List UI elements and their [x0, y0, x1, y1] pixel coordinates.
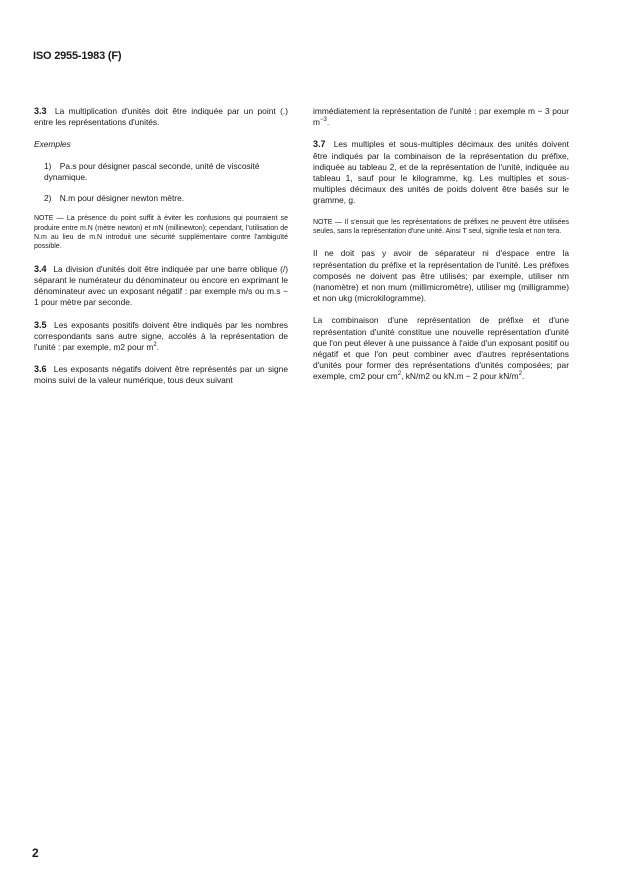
superscript: −3	[319, 117, 327, 124]
paragraph-prefix-combination	[313, 315, 569, 382]
section-text: La division d'unités doit être indiquée par une barre oblique (/) séparant le numérateur du dénominateur ou encore en exprimant le dénominateur avec un exposant négatif : par exemple m/s ou m.s − 1 pour mètre par seconde.	[34, 263, 289, 308]
section-3-6	[34, 364, 288, 386]
document-header: ISO 2955-1983 (F)	[33, 50, 122, 62]
section-text: Les exposants négatifs doivent être représentés par un signe moins suivi de la valeur numérique, tous deux suivant	[34, 364, 289, 386]
example-item	[44, 193, 288, 204]
section-3-5	[34, 320, 288, 354]
example-text: N.m pour désigner newton mètre.	[59, 193, 185, 204]
paragraph-text: , kN/m2 ou kN.m − 2 pour kN/m	[401, 371, 519, 382]
paragraph-text-end: .	[521, 371, 525, 382]
section-3-7	[313, 139, 569, 206]
paragraph-no-separator: Il ne doit pas y avoir de séparateur ni d'espace entre la représentation du préfixe et la représentation de l'unité. Les préfixes composés ne doivent pas être utilisés; par exemple, utiliser nm (nanomètre) et non mum (millimicromètre), utiliser mg (milligramme) et non ukg (microkilogramme).	[313, 248, 569, 304]
right-column	[313, 106, 569, 394]
continued-text: immédiatement la représentation de l'unité : par exemple m − 3 pour m	[313, 106, 569, 128]
left-column	[34, 106, 288, 398]
section-text: La multiplication d'unités doit être indiquée par un point (.) entre les représentations d'unités.	[34, 106, 288, 128]
section-number: 3.3	[34, 106, 47, 116]
example-number: 1)	[44, 160, 52, 171]
section-3-6-continued	[313, 106, 569, 128]
section-text: Les multiples et sous-multiples décimaux des unités doivent être indiqués par la combinaison de la représentation du préfixe, indiquée au tableau 2, et de la représentation de l'unité, indiquée au tableau 1, sauf pour le kilogramme, kg. Les multiples et sous-multiples décimaux des unités de poids doivent être basés sur le gramme, g.	[313, 139, 569, 206]
example-item	[44, 161, 288, 183]
superscript: 2	[397, 371, 402, 378]
section-number: 3.5	[34, 319, 47, 330]
superscript: 2	[153, 342, 157, 349]
superscript: 2	[518, 371, 522, 378]
example-number: 2)	[44, 193, 52, 204]
examples-label: Exemples	[34, 139, 71, 150]
section-3-3	[34, 106, 288, 128]
section-number: 3.4	[34, 263, 47, 274]
section-3-4	[34, 264, 288, 309]
paragraph-text: La combinaison d'une représentation de préfixe et d'une représentation d'unité constitue une nouvelle représentation d'unité que l'on peut élever à une puissance à l'aide d'un exposant positif ou négatif et que l'on peut combiner avec d'autres représentations d'unités pour former des représentations d'unités composées; par exemple, cm2 pour cm	[313, 315, 569, 382]
note-prefix-usage: NOTE — Il s'ensuit que les représentations de préfixes ne peuvent être utilisées seules, sans la représentation d'une unité. Ainsi T seul, signifie tesla et non tera.	[313, 218, 569, 236]
note-point-separator: NOTE — La présence du point suffit à éviter les confusions qui pourraient se produire entre m.N (mètre newton) et mN (millinewton); cependant, l'utilisation de N.m au lieu de m.N introduit une sécurité supplémentaire contre l'ambiguïté possible.	[34, 215, 288, 251]
section-text: Les exposants positifs doivent être indiqués par les nombres correspondants sans autre signe, accolés à la représentation de l'unité : par exemple, m2 pour m	[34, 319, 288, 353]
page-number: 2	[32, 846, 39, 860]
section-text-end: .	[156, 342, 160, 353]
section-number: 3.7	[313, 139, 326, 150]
section-number: 3.6	[34, 364, 47, 375]
example-text: Pa.s pour désigner pascal seconde, unité de viscosité dynamique.	[44, 160, 260, 182]
continued-text-end: .	[326, 117, 330, 128]
